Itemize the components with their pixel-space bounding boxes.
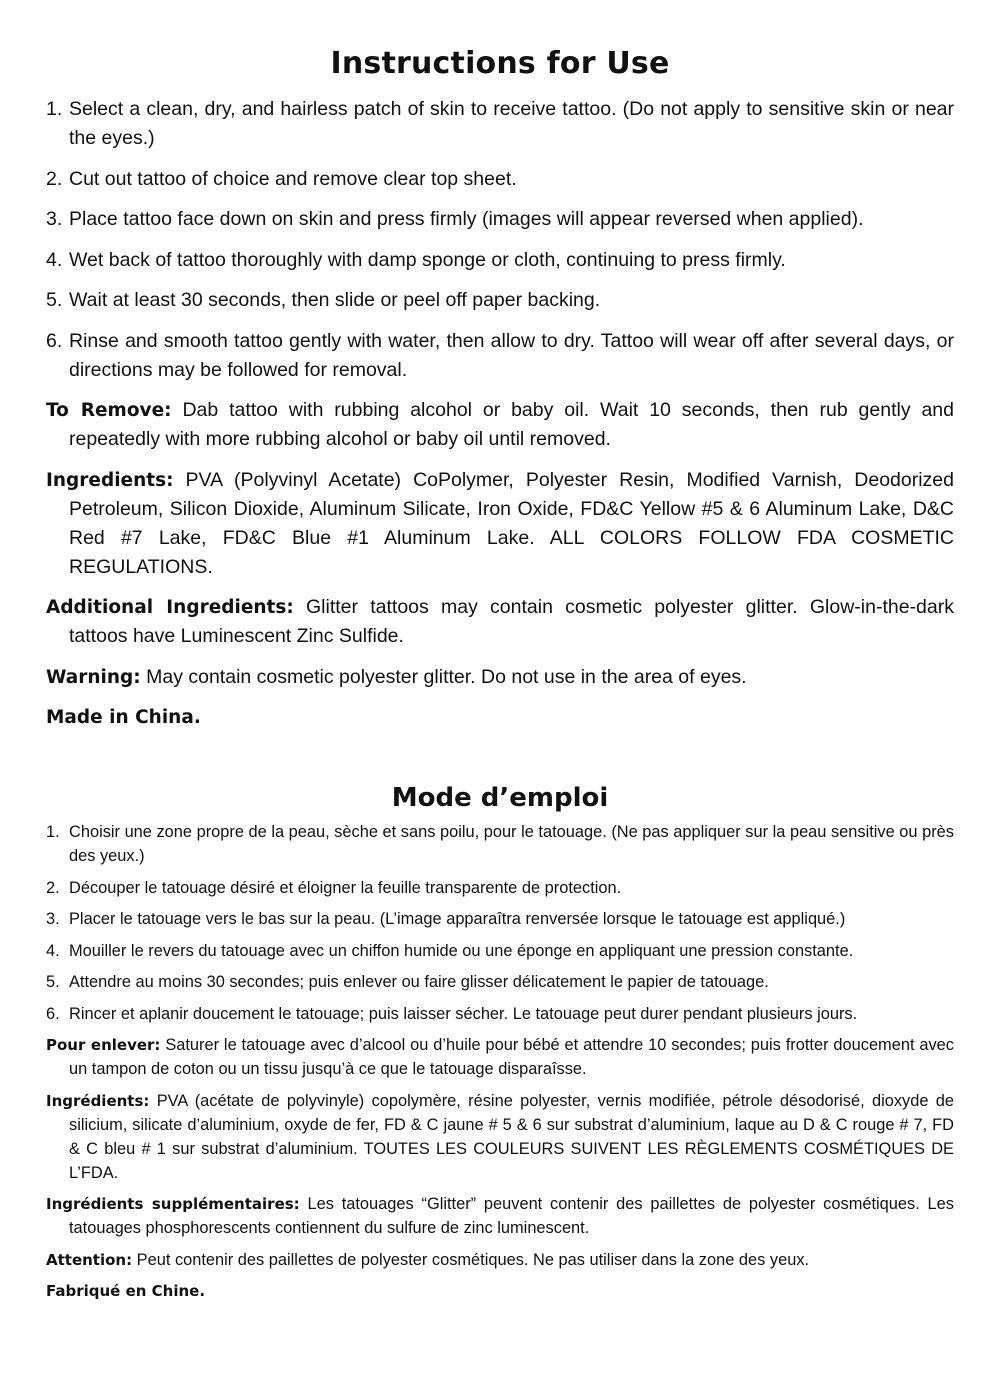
english-section bbox=[46, 95, 954, 744]
english-step-1 bbox=[46, 95, 954, 153]
english-step-6 bbox=[46, 327, 954, 385]
step-text: Découper le tatouage désiré et éloigner la feuille transparente de protection. bbox=[69, 878, 622, 897]
english-step-2 bbox=[46, 165, 954, 194]
step-text: Choisir une zone propre de la peau, sèche et sans poilu, pour le tatouage. (Ne pas appliquer sur la peau sensitive ou près des yeux.) bbox=[69, 823, 954, 865]
step-number: 2. bbox=[46, 167, 63, 190]
step-number: 6. bbox=[46, 1004, 60, 1023]
warning-label: Warning: bbox=[46, 666, 141, 688]
origin-label: Made in China. bbox=[46, 707, 201, 728]
remove-label: To Remove: bbox=[46, 400, 172, 421]
origin-label: Fabriqué en Chine. bbox=[46, 1282, 206, 1300]
step-text: Rincer et aplanir doucement le tatouage; puis laisser sécher. Le tatouage peut durer pendant plusieurs jours. bbox=[69, 1004, 858, 1023]
english-step-3 bbox=[46, 205, 954, 234]
step-number: 4. bbox=[46, 248, 63, 271]
remove-text: Saturer le tatouage avec d’alcool ou d’huile pour bébé et attendre 10 secondes; puis frotter doucement avec un tampon de coton ou un tissu jusqu’à ce que le tatouage disparaîsse. bbox=[69, 1036, 954, 1078]
step-number: 3. bbox=[46, 910, 60, 928]
french-section bbox=[46, 820, 954, 1311]
warning-label: Attention: bbox=[46, 1250, 133, 1269]
english-remove bbox=[46, 396, 954, 454]
french-origin bbox=[46, 1279, 954, 1303]
english-step-5 bbox=[46, 286, 954, 315]
additional-label: Additional Ingredients: bbox=[46, 597, 294, 618]
english-step-4 bbox=[46, 246, 954, 275]
ingredients-text: PVA (Polyvinyl Acetate) CoPolymer, Polyester Resin, Modified Varnish, Deodorized Petroleum, Silicon Dioxide, Aluminum Silicate, Iron Oxide, FD&C Yellow #5 & 6 Aluminum Lake, D&C Red #7 Lake, FD&C Blue #1 Aluminum Lake. ALL COLORS FOLLOW FDA COSMETIC REGULATIONS. bbox=[69, 468, 954, 578]
french-step-4 bbox=[46, 939, 954, 963]
step-text: Wait at least 30 seconds, then slide or peel off paper backing. bbox=[69, 289, 601, 311]
step-number: 6. bbox=[46, 329, 63, 352]
english-warning bbox=[46, 663, 954, 692]
step-text: Rinse and smooth tattoo gently with water, then allow to dry. Tattoo will wear off after several days, or directions may be followed for removal. bbox=[69, 329, 954, 381]
english-additional bbox=[46, 593, 954, 651]
french-ingredients bbox=[46, 1089, 954, 1185]
step-text: Select a clean, dry, and hairless patch of skin to receive tattoo. (Do not apply to sensitive skin or near the eyes.) bbox=[69, 98, 954, 149]
warning-text: Peut contenir des paillettes de polyester cosmétiques. Ne pas utiliser dans la zone des yeux. bbox=[136, 1250, 810, 1269]
ingredients-label: Ingrédients: bbox=[46, 1091, 150, 1110]
additional-label: Ingrédients supplémentaires: bbox=[46, 1195, 300, 1213]
step-text: Cut out tattoo of choice and remove clear top sheet. bbox=[69, 167, 517, 190]
french-title: Mode d’emploi bbox=[391, 783, 609, 813]
french-step-3 bbox=[46, 907, 954, 931]
step-number: 3. bbox=[46, 208, 63, 230]
warning-text: May contain cosmetic polyester glitter. Do not use in the area of eyes. bbox=[146, 665, 747, 688]
english-title: Instructions for Use bbox=[330, 46, 670, 81]
step-number: 1. bbox=[46, 823, 60, 841]
french-additional bbox=[46, 1192, 954, 1240]
french-step-6 bbox=[46, 1002, 954, 1026]
french-step-1 bbox=[46, 820, 954, 868]
step-text: Attendre au moins 30 secondes; puis enlever ou faire glisser délicatement le papier de tatouage. bbox=[69, 973, 769, 991]
ingredients-text: PVA (acétate de polyvinyle) copolymère, résine polyester, vernis modifiée, pétrole désodorisé, dioxyde de silicium, silicate d’aluminium, oxyde de fer, FD & C jaune # 5 & 6 sur substrat d’aluminium, laque au D & C rouge # 7, FD & C bleu # 1 sur substrat d’aluminium. TOUTES LES COULEURS SUIVENT LES RÈGLEMENTS COSMÉTIQUES DE L’FDA. bbox=[69, 1091, 954, 1182]
step-text: Place tattoo face down on skin and press firmly (images will appear reversed when applied). bbox=[69, 208, 864, 230]
french-warning bbox=[46, 1248, 954, 1272]
step-number: 2. bbox=[46, 878, 60, 897]
remove-label: Pour enlever: bbox=[46, 1036, 161, 1054]
step-number: 5. bbox=[46, 973, 60, 991]
french-remove bbox=[46, 1033, 954, 1081]
french-step-5 bbox=[46, 970, 954, 994]
english-ingredients bbox=[46, 466, 954, 582]
additional-text: Glitter tattoos may contain cosmetic polyester glitter. Glow-in-the-dark tattoos have Luminescent Zinc Sulfide. bbox=[69, 596, 954, 647]
step-number: 4. bbox=[46, 941, 60, 960]
step-number: 5. bbox=[46, 289, 63, 311]
ingredients-label: Ingredients: bbox=[46, 469, 174, 491]
additional-text: Les tatouages “Glitter” peuvent contenir des paillettes de polyester cosmétiques. Les tatouages phosphorescents contiennent du sulfure de zinc luminescent. bbox=[69, 1195, 954, 1237]
step-text: Wet back of tattoo thoroughly with damp sponge or cloth, continuing to press firmly. bbox=[69, 248, 786, 271]
step-number: 1. bbox=[46, 98, 63, 120]
remove-text: Dab tattoo with rubbing alcohol or baby oil. Wait 10 seconds, then rub gently and repeatedly with more rubbing alcohol or baby oil until removed. bbox=[69, 399, 954, 450]
step-text: Mouiller le revers du tatouage avec un chiffon humide ou une éponge en appliquant une pression constante. bbox=[69, 941, 854, 960]
english-origin bbox=[46, 703, 954, 732]
step-text: Placer le tatouage vers le bas sur la peau. (L’image apparaîtra renversée lorsque le tatouage est appliqué.) bbox=[69, 910, 846, 928]
french-step-2 bbox=[46, 876, 954, 900]
